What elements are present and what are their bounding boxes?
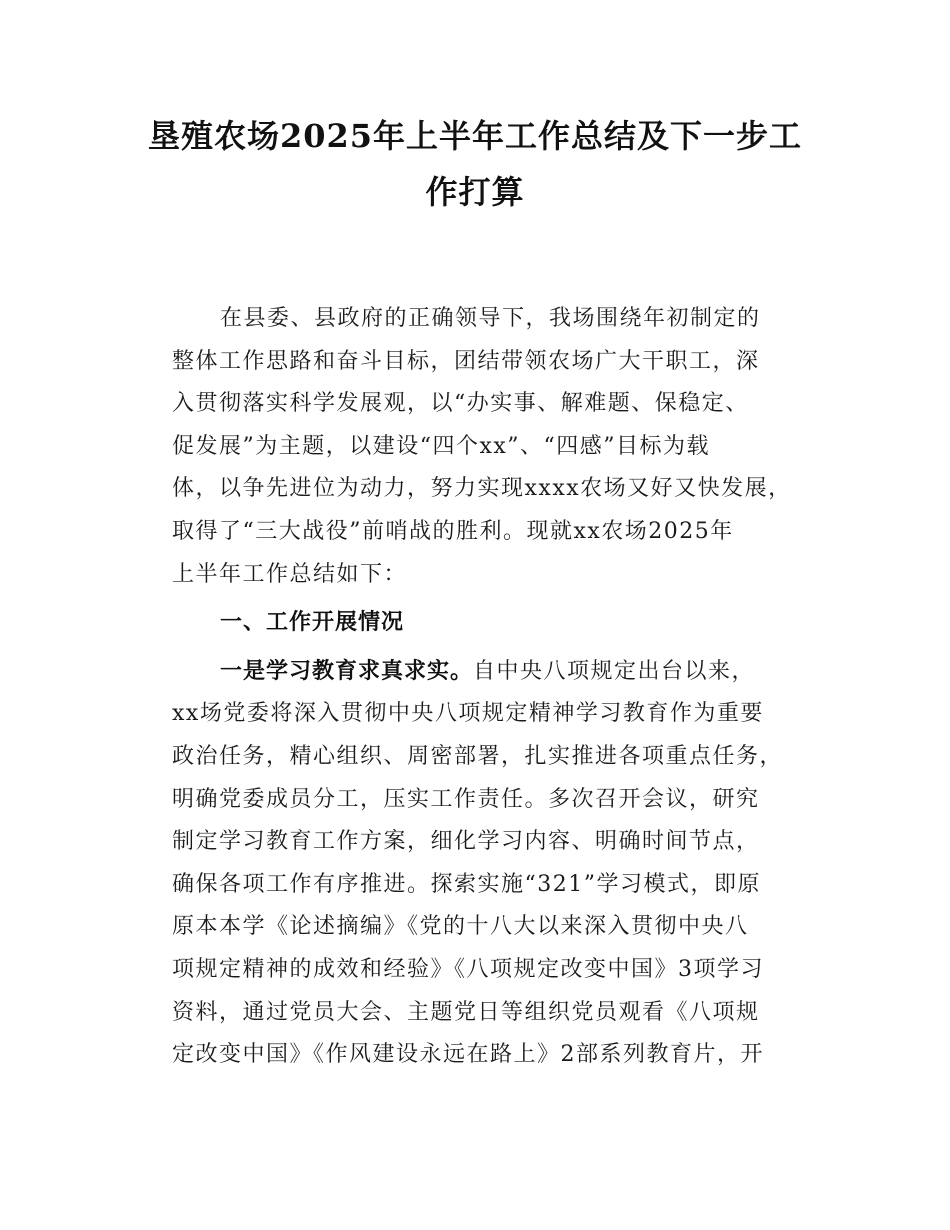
- item1-paragraph-line: 政治任务，精心组织、周密部署，扎实推进各项重点任务，: [172, 743, 784, 769]
- item1-paragraph-line: 资料，通过党员大会、主题党日等组织党员观看《八项规: [172, 999, 760, 1025]
- item1-lead: 一是学习教育求真求实。: [220, 658, 474, 684]
- item1-paragraph-line: xx场党委将深入贯彻中央八项规定精神学习教育作为重要: [172, 701, 764, 727]
- item1-first-line: [172, 651, 822, 694]
- intro-paragraph-line: 促发展”为主题，以建设“四个xx”、“四感”目标为载: [172, 433, 711, 459]
- intro-paragraph-line: 取得了“三大战役”前哨战的胜利。现就xx农场2025年: [172, 518, 734, 544]
- section-heading: 一、工作开展情况: [220, 610, 405, 636]
- item1-paragraph-line: 制定学习教育工作方案，细化学习内容、明确时间节点，: [172, 829, 760, 855]
- item1-paragraph-line: 定改变中国》《作风建设永远在路上》2部系列教育片，开: [172, 1042, 764, 1068]
- intro-paragraph-line: 整体工作思路和奋斗目标，团结带领农场广大干职工，深: [172, 348, 760, 374]
- document-title: [130, 108, 820, 220]
- document-body: [172, 298, 822, 1077]
- intro-paragraph-line: 在县委、县政府的正确领导下，我场围绕年初制定的: [220, 306, 761, 331]
- title-line: 作打算: [425, 173, 525, 211]
- title-line: 垦殖农场2025年上半年工作总结及下一步工: [147, 117, 803, 155]
- item1-first-line-text: 自中央八项规定出台以来，: [473, 658, 756, 684]
- item1-paragraph-line: 确保各项工作有序推进。探索实施“321”学习模式，即原: [172, 871, 761, 897]
- intro-paragraph-line: 体，以争先进位为动力，努力实现xxxx农场又好又快发展，: [172, 476, 792, 502]
- item1-paragraph-line: 原本本学《论述摘编》《党的十八大以来深入贯彻中央八: [172, 914, 749, 940]
- item1-paragraph-line: 项规定精神的成效和经验》《八项规定改变中国》3项学习: [172, 956, 764, 982]
- intro-paragraph-line: 入贯彻落实科学发展观，以“办实事、解难题、保稳定、: [172, 391, 749, 417]
- intro-paragraph-line: 上半年工作总结如下：: [172, 561, 408, 587]
- item1-paragraph-line: 明确党委成员分工，压实工作责任。多次召开会议，研究: [172, 786, 760, 812]
